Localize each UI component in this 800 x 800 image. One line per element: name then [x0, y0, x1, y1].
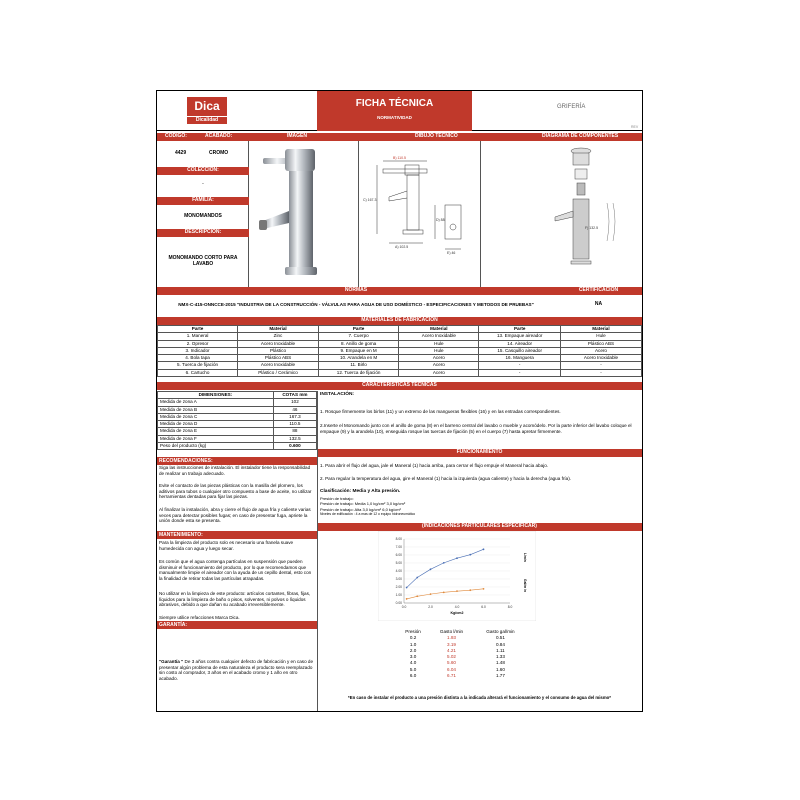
materials-cell: 16. Manguera: [479, 355, 561, 362]
materials-cell: Acero Inoxidable: [399, 333, 479, 340]
series-point: [469, 554, 471, 556]
y-axis-label-galmin: Gal/m in: [523, 579, 527, 593]
materials-bar: MATERIALES DE FABRICACIÓN: [157, 317, 642, 325]
materials-cell: Hule: [399, 340, 479, 347]
recomendaciones-p3: Al finalizar la instalación, abra y cierre el flujo de agua fría y caliente varias veces para detectar posibles fugas; en caso de presentar fuga, apriete la unión donde esta se presenta.: [159, 507, 311, 524]
materials-cell: 14. Aireador: [479, 340, 561, 347]
dim-e: E) 46: [447, 251, 456, 255]
dim-d: D) 88: [436, 218, 445, 222]
x-tick-label: 6.0: [481, 605, 486, 609]
materials-cell: Acero Inoxidable: [238, 340, 319, 347]
coleccion-label: COLECCIÓN:: [157, 167, 249, 175]
series-point: [416, 577, 418, 579]
coleccion-value: -: [202, 181, 204, 187]
flow-cell: 3.0: [409, 654, 417, 660]
clasificacion-lines: [320, 496, 415, 517]
flow-cell: 1.33: [495, 654, 505, 660]
flow-cell: 2.0: [409, 647, 417, 653]
flow-cell: 5.0: [409, 666, 417, 672]
dimension-row: [158, 421, 317, 428]
materials-cell: 1. Maneral: [158, 333, 238, 340]
dimension-name: Medida de zona E: [158, 428, 274, 435]
garantia-bold: "Garantía ": [159, 659, 184, 664]
flow-chart-svg: [378, 531, 536, 621]
dimension-row: [158, 435, 317, 442]
flow-cell: 1.0: [409, 641, 417, 647]
clasif-line-2: Presión de trabajo: Media 1,0 kg/cm² 3,0 kg/cm²: [320, 501, 406, 507]
flow-cell: 6.71: [447, 673, 456, 679]
materials-cell: Acero Inoxidable: [238, 362, 319, 369]
dimension-value: 132.5: [273, 435, 316, 442]
y-axis-label-lmin: L/min: [523, 553, 527, 562]
y-tick-label: 7.00: [395, 545, 402, 549]
materials-cell: Hule: [560, 333, 641, 340]
y-tick-label: 1.00: [395, 593, 402, 597]
materials-cell: 3. Indicador: [158, 347, 238, 354]
series-point: [456, 590, 458, 592]
materials-cell: Plástico ABS: [238, 355, 319, 362]
technical-drawing: [359, 141, 481, 287]
acabado-label: ACABADO:: [205, 133, 233, 139]
mantenimiento-p2: Es común que el agua contenga partículas en suspensión que pueden disminuir el funcionamiento del producto, por lo que recomendamos que manualmente limpie el aireador con la ayuda de un cepillo dental, esto con la finalidad de retirar todas las partículas atrapadas.: [159, 559, 312, 581]
divider: [317, 391, 318, 711]
flow-cell: 0.51: [495, 635, 505, 641]
series-point: [443, 591, 445, 593]
product-finish: CROMO: [209, 150, 229, 156]
materials-cell: 12. Tuerca de fijación: [318, 369, 398, 376]
garantia-body: De 3 años contra cualquier defecto de fabricación y en caso de presentar algún problema de esta naturaleza el producto sera reemplazado sin costo al comprador, 3 años en el acabado cromo y 1 año en otro acabado.: [159, 659, 314, 681]
series-point: [430, 568, 432, 570]
familia-label: FAMILIA:: [157, 197, 249, 205]
flow-cell: 1.93: [447, 635, 456, 641]
series-point: [430, 593, 432, 595]
clasificacion-title: Clasificación: Media y Alta presión.: [320, 489, 401, 494]
product-image: [249, 141, 359, 287]
diagrama-label: DIAGRAMA DE COMPONENTES: [542, 133, 619, 139]
exploded-diagram-icon: [481, 141, 642, 287]
dim-a: A) 102.5: [395, 245, 409, 249]
mantenimiento-p4: Siempre utilice refacciones Marca Dica.: [159, 615, 240, 620]
descripcion-label: DESCRIPCIÓN:: [157, 229, 249, 237]
mat-h3: Material: [399, 326, 479, 333]
materials-cell: Acero: [399, 355, 479, 362]
x-tick-label: 0.0: [401, 605, 407, 609]
materials-cell: 4. Bola tapa: [158, 355, 238, 362]
materials-cell: Acero: [560, 347, 641, 354]
materials-row: [158, 340, 642, 347]
columns-header-bar: [157, 133, 642, 141]
recomendaciones-p2: Evite el contacto de las piezas plásticas con la masilla del plomero, los aditivos para tubos o cualquier otro compuesto a base de aceite, no utilizar herramientas dentadas para fijar las piezas.: [159, 483, 312, 500]
materials-row: [158, 347, 642, 354]
materials-cell: Acero: [399, 369, 479, 376]
y-tick-label: 4.00: [395, 569, 402, 573]
flow-h0: Presión: [397, 629, 429, 635]
dimension-value: 102: [273, 399, 316, 406]
descripcion-value: MONOMANDO CORTO PARA LAVABO: [168, 255, 238, 267]
flow-cell: 1.77: [495, 673, 505, 679]
normas-bar: NORMAS: [157, 287, 555, 295]
logo-text: Dica: [187, 97, 227, 116]
funcionamiento-p1: 1. Para abrir el flujo del agua, jale el Maneral (1) hacia arriba, para cerrar el flujo empuje el Maneral hacia abajo.: [320, 463, 549, 468]
materials-cell: -: [560, 369, 641, 376]
materials-cell: 11. Birlo: [318, 362, 398, 369]
header: [157, 91, 642, 131]
dimension-row: [158, 428, 317, 435]
y-tick-label: 8.00: [395, 537, 402, 541]
flow-row: [397, 673, 527, 679]
title-block: [317, 91, 472, 131]
dimension-name: Medida de zona F: [158, 435, 274, 442]
flow-cell: 6.0: [409, 673, 417, 679]
materials-cell: 2. Opresor: [158, 340, 238, 347]
dica-logo: [187, 97, 229, 125]
materials-cell: 7. Cuerpo: [318, 333, 398, 340]
mantenimiento-p3: No utilizar en la limpieza de este producto: artículos cortantes, fibras, fijas, líquidos para la limpieza de baño o pisos, solventes, ni polvos o líquidos abrasivos, debido a que dañan su acabado irreversiblemente.: [159, 591, 311, 608]
materials-row: [158, 369, 642, 376]
flow-cell: 1.11: [496, 647, 505, 653]
cotas-label: COTAS mm: [273, 392, 316, 399]
instalacion-step-2: 2.Inserte el Monomando junto con el anillo de goma (8) en el barreno central del lavabo o mueble y acomódelo. Por la parte inferior del lavabo coloque el empaque (9) y la arandela (10), enseguida rosque las tuercas de fijación (5) en el cuerpo (7) hasta apretar firmemente.: [320, 423, 632, 434]
x-tick-label: 4.0: [454, 605, 460, 609]
dimension-name: Medida de zona B: [158, 406, 274, 413]
materials-cell: -: [479, 369, 561, 376]
materials-header-row: [158, 326, 642, 333]
flow-cell: 6.04: [447, 666, 456, 672]
flow-h1: Gasto l/min: [429, 629, 474, 635]
materials-cell: 10. Arandela en M: [318, 355, 398, 362]
dimension-value: 46: [273, 406, 316, 413]
materials-cell: Acero: [399, 362, 479, 369]
materials-cell: Acero Inoxidable: [560, 355, 641, 362]
dimension-value: 167.3: [273, 413, 316, 420]
materials-cell: Hule: [399, 347, 479, 354]
dimension-value: 0.600: [273, 443, 316, 450]
materials-cell: Plástico / Cerámico: [238, 369, 319, 376]
flow-cell: 1.48: [495, 660, 505, 666]
ficha-tecnica-sheet: [156, 90, 643, 712]
mat-h0: Parte: [158, 326, 238, 333]
dim-label: DIMENSIONES:: [158, 392, 274, 399]
funcionamiento-p2: 2. Para regular la temperatura del agua, gire el Maneral (1) hacia la izquierda (agua caliente) y hacia la derecha (agua fría).: [320, 476, 572, 481]
x-tick-label: 2.0: [428, 605, 433, 609]
series-point: [416, 595, 418, 597]
caracteristicas-bar: CARACTERISTICAS TÉCNICAS: [157, 382, 642, 390]
flow-cell: 5.60: [447, 660, 456, 666]
mat-h2: Parte: [318, 326, 398, 333]
flow-cell: 0.84: [495, 641, 505, 647]
dimension-row: [158, 413, 317, 420]
materials-cell: 9. Empaque en M: [318, 347, 398, 354]
dimension-name: Medida de zona D: [158, 421, 274, 428]
instalacion-label: INSTALACIÓN:: [320, 392, 355, 397]
recomendaciones-p1: Siga las instrucciones de instalación. El instalador tiene la responsabilidad de realizar un trabajo adecuado.: [159, 465, 311, 476]
rev-label: REV: [631, 125, 639, 129]
materials-cell: 6. Cartucho: [158, 369, 238, 376]
y-tick-label: 3.00: [395, 577, 402, 581]
dimension-name: Peso del producto (kg): [158, 443, 274, 450]
series-point: [406, 587, 408, 589]
dibujo-label: DIBUJO TÉCNICO: [415, 133, 458, 139]
recomendaciones-bar: RECOMENDACIONES:: [157, 457, 317, 465]
series-point: [406, 598, 408, 600]
materials-row: [158, 355, 642, 362]
flow-cell: 4.21: [447, 647, 456, 653]
dimension-name: Medida de zona C: [158, 413, 274, 420]
familia-value: MONOMANDOS: [184, 213, 222, 219]
clasif-line-1: Presión de trabajo:: [320, 496, 354, 501]
y-tick-label: 5.00: [395, 561, 402, 565]
certificacion-value: NA: [594, 301, 603, 307]
y-tick-label: 2.00: [395, 585, 402, 589]
garantia-text: [159, 659, 315, 681]
y-tick-label: 0.00: [395, 601, 402, 605]
page-title: FICHA TÉCNICA: [355, 98, 434, 109]
dimensions-table: [157, 391, 317, 450]
series-point: [456, 557, 458, 559]
series-point: [483, 548, 485, 550]
faucet-photo-icon: [249, 141, 359, 287]
flow-cell: 0.2: [409, 635, 417, 641]
materials-cell: Plástico: [238, 347, 319, 354]
flow-table: [397, 629, 527, 679]
funcionamiento-bar: FUNCIONAMIENTO: [317, 449, 642, 457]
flow-cell: 3.19: [447, 641, 456, 647]
category-label: GRIFERÍA: [557, 104, 586, 110]
normas-text: NMX-C-415-ONNCCE-2015 "INDUSTRIA DE LA CONSTRUCCIÓN - VÁLVULAS PARA AGUA DE USO DOMÉSTICO - ESPECIFICACIONES Y METODOS DE PRUEBAS": [178, 302, 534, 307]
materials-row: [158, 362, 642, 369]
materials-table: [157, 325, 642, 377]
imagen-label: IMAGEN: [287, 133, 307, 139]
page-subtitle: NORMATIVIDAD: [377, 114, 412, 120]
dimension-row: [158, 443, 317, 450]
dimension-value: 110.5: [273, 421, 316, 428]
series-point: [443, 562, 445, 564]
codigo-label: CÓDIGO:: [165, 133, 187, 139]
materials-row: [158, 333, 642, 340]
dim-f: F) 132.5: [585, 226, 599, 230]
flow-cell: 1.60: [495, 666, 505, 672]
instalacion-step-1: 1. Rosque firmemente los birlos (11) y un extremo de las mangueras flexibles (16) y en las entradas correspondientes.: [320, 409, 561, 414]
materials-cell: 5. Tuerca de fijación: [158, 362, 238, 369]
y-tick-label: 6.00: [395, 553, 402, 557]
clasif-line-3: Presión de trabajo: Alta 3,0 kg/cm² 6,0 kg/cm²: [320, 506, 401, 512]
series-point: [483, 588, 485, 590]
faucet-drawing-icon: [359, 141, 481, 287]
logo-sub: Dicalidad: [187, 117, 227, 124]
series-point: [469, 589, 471, 591]
materials-cell: 8. Anillo de goma: [318, 340, 398, 347]
materials-cell: Plástico ABS: [560, 340, 641, 347]
dim-b: B) 110.5: [393, 156, 406, 160]
product-info: [157, 141, 249, 287]
flow-chart: [378, 531, 536, 621]
dimension-value: 88: [273, 428, 316, 435]
components-diagram: [481, 141, 642, 287]
mat-h4: Parte: [479, 326, 561, 333]
x-axis-label: Kg/cm2: [450, 611, 464, 615]
materials-cell: 15. Casquillo aireador: [479, 347, 561, 354]
certificacion-bar: CERTIFICACIÓN: [555, 287, 642, 295]
dimension-row: [158, 406, 317, 413]
clasif-line-4: Niveles de edificación : 4 a mas de 12 o equipo hidroneumático: [320, 511, 416, 516]
flow-h2: Gasto gal/min: [474, 629, 527, 635]
mat-h1: Material: [238, 326, 319, 333]
indicaciones-bar: (INDICACIONES PARTICULARES ESPECIFICAR): [317, 523, 642, 531]
mantenimiento-bar: MANTENIMIENTO:: [157, 531, 317, 539]
materials-cell: Zinc: [238, 333, 319, 340]
dimension-name: Medida de zona A: [158, 399, 274, 406]
x-tick-label: 8.0: [507, 605, 513, 609]
garantia-bar: GARANTÍA:: [157, 621, 317, 629]
mat-h5: Material: [560, 326, 641, 333]
materials-cell: -: [479, 362, 561, 369]
indicaciones-note: *En caso de instalar el producto a una presión distinta a la indicada alterará el funcionamiento y el consumo de agua del mismo*: [348, 695, 611, 700]
product-code: 4429: [175, 150, 187, 156]
dim-c: C) 167.3: [363, 198, 377, 202]
materials-cell: -: [560, 362, 641, 369]
mantenimiento-p1: Para la limpieza del producto solo es necesario una franela suave humedecida con agua y luego secar.: [159, 540, 294, 551]
materials-cell: 13. Empaque aireador: [479, 333, 561, 340]
flow-cell: 5.02: [447, 654, 456, 660]
flow-cell: 4.0: [409, 660, 417, 666]
dimension-row: [158, 399, 317, 406]
